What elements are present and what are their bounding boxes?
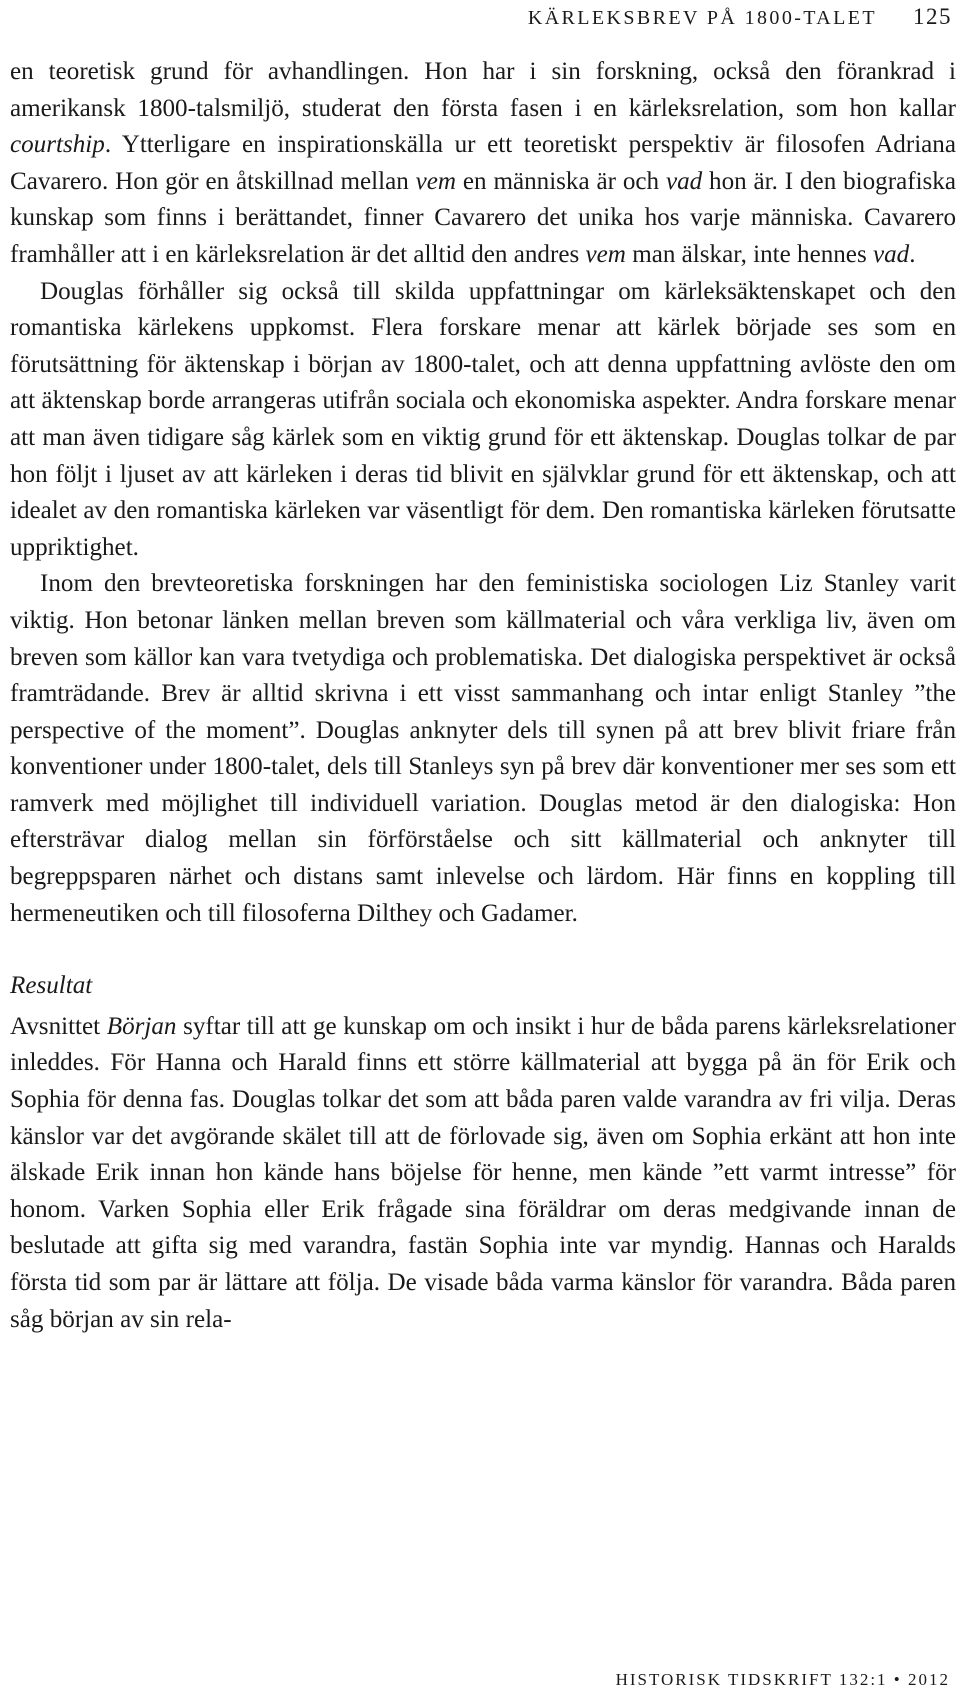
section-heading: Resultat — [10, 972, 93, 1000]
paragraph-2: Douglas förhåller sig också till skilda uppfattningar om kärleksäktenskapet och den romantiska kärlekens uppkomst. Flera forskare menar att kärlek började ses som en förutsättning för äktenskap i början av 1800-talet, och att denna uppfattning avlöste den om att äktenskap borde arrangeras utifrån sociala och ekonomiska aspekter. Andra forskare menar att man även tidigare såg kärlek som en viktig grund för ett äktenskap. Douglas tolkar de par hon följt i ljuset av att kärleken i deras tid blivit en självklar grund för ett äktenskap, och att idealet av den romantiska kärleken var väsentligt för dem. Den romantiska kärleken förutsatte uppriktighet. — [10, 277, 956, 561]
italic-term: vem — [585, 240, 626, 268]
running-footer: HISTORISK TIDSKRIFT 132:1 • 2012 — [615, 1670, 950, 1689]
text-run: syftar till att ge kunskap om och insikt i hur de båda parens kärleksrelationer inleddes. För Hanna och Harald finns ett större källmaterial att bygga på än för Erik och Sophia för denna fas. Douglas tolkar det som att båda paren valde varandra av fri vilja. Deras känslor var det avgörande skälet till att de förlovade sig, även om Sophia erkänt att hon inte älskade Erik innan hon kände hans böjelse för henne, men kände ”ett varmt intresse” för honom. Varken Sophia eller Erik frågade sina föräldrar om deras medgivande innan de beslutade att gifta sig med varandra, fastän Sophia inte var myndig. Hannas och Haralds första tid som par är lättare att följa. De visade båda varma känslor för varandra. Båda paren såg början av sin rela- — [10, 1012, 956, 1333]
text-run: . — [909, 240, 916, 268]
body-text — [10, 54, 956, 1338]
page-number: 125 — [913, 4, 952, 29]
paragraph-1 — [10, 54, 956, 274]
text-run: en teoretisk grund för avhandlingen. Hon har i sin forskning, också den förankrad i amerikansk 1800-talsmiljö, studerat den första fasen i en kärleksrelation, som hon kallar — [10, 58, 956, 122]
paragraph-3: Inom den brevteoretiska forskningen har den feministiska sociologen Liz Stanley varit viktig. Hon betonar länken mellan breven som källmaterial och våra verkliga liv, även om breven som källor kan vara tvetydiga och problematiska. Det dialogiska perspektivet är också framträdande. Brev är alltid skrivna i ett visst sammanhang och intar enligt Stanley ”the perspective of the moment”. Douglas anknyter dels till synen på att brev blivit friare från konventioner under 1800-talet, dels till Stanleys syn på brev där konventioner mer ses som ett ramverk med möjlighet till individuell variation. Douglas metod är den dialogiska: Hon eftersträvar dialog mellan sin förförståelse och sitt källmaterial och anknyter till begreppsparen närhet och distans samt inlevelse och lärdom. Här finns en koppling till hermeneutiken och till filosoferna Dilthey och Gadamer. — [10, 570, 956, 927]
text-run: Avsnittet — [10, 1012, 107, 1040]
text-run: en människa är och — [456, 167, 666, 195]
running-header — [528, 4, 952, 30]
paragraph-4 — [10, 1009, 956, 1338]
text-run: hon är. I den biografiska kunskap som finns i berättandet, finner Cavarero det unika hos varje människa. Cavarero framhåller att i en kärleksrelation är det alltid den andres — [10, 167, 956, 268]
italic-term: vem — [415, 167, 457, 195]
italic-term: vad — [665, 167, 703, 195]
italic-term: Början — [106, 1012, 177, 1040]
running-title: KÄRLEKSBREV PÅ 1800-TALET — [527, 7, 877, 29]
text-run: man älskar, inte hennes — [625, 240, 873, 268]
text-run: . Ytterligare en inspirationskälla ur ett teoretiskt perspektiv är filosofen Adriana Cavarero. Hon gör en åtskillnad mellan — [10, 131, 956, 195]
italic-term: vad — [873, 240, 910, 268]
italic-term: courtship — [10, 131, 105, 159]
